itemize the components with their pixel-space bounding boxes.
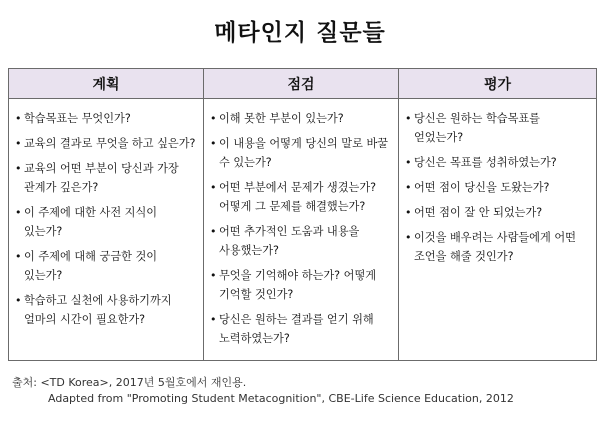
list-item <box>210 310 394 348</box>
header-planning: 계획 <box>9 69 204 98</box>
item-text: 당신은 원하는 결과를 얻기 위해 노력하였는가? <box>219 313 374 345</box>
list-item <box>15 109 199 128</box>
bullet: • <box>405 206 412 219</box>
list-item <box>405 203 592 222</box>
item-text: 학습하고 실천에 사용하기까지 얼마의 시간이 필요한가? <box>24 294 172 326</box>
list-item <box>405 109 592 147</box>
item-text: 교육의 결과로 무엇을 하고 싶은가? <box>24 137 196 150</box>
item-text: 이 주제에 대해 궁금한 것이 있는가? <box>24 250 158 282</box>
list-item <box>210 178 394 216</box>
bullet: • <box>210 137 217 150</box>
bullet: • <box>15 162 22 175</box>
list-item <box>15 247 199 285</box>
bullet: • <box>210 269 217 282</box>
source-citation: 출처: <TD Korea>, 2017년 5월호에서 재인용. <box>12 376 247 389</box>
table-header-row <box>9 69 596 99</box>
metacognition-table <box>8 68 597 361</box>
list-item <box>210 266 394 304</box>
item-text: 어떤 점이 잘 안 되었는가? <box>414 206 543 219</box>
page-title: 메타인지 질문들 <box>214 20 386 46</box>
bullet: • <box>210 225 217 238</box>
list-item <box>15 159 199 197</box>
bullet: • <box>15 112 22 125</box>
bullet: • <box>210 181 217 194</box>
list-item <box>210 222 394 260</box>
bullet: • <box>405 181 412 194</box>
item-text: 교육의 어떤 부분이 당신과 가장 관계가 깊은가? <box>24 162 179 194</box>
bullet: • <box>405 231 412 244</box>
bullet: • <box>15 137 22 150</box>
item-text: 어떤 추가적인 도움과 내용을 사용했는가? <box>219 225 360 257</box>
bullet: • <box>405 156 412 169</box>
item-text: 이것을 배우려는 사람들에게 어떤 조언을 해줄 것인가? <box>414 231 576 263</box>
header-evaluation: 평가 <box>483 76 512 93</box>
list-item <box>15 134 199 153</box>
item-text: 학습목표는 무엇인가? <box>24 112 131 125</box>
source-adapted-from: Adapted from "Promoting Student Metacognition", CBE-Life Science Education, 2012 <box>48 392 514 405</box>
table-body-row <box>9 99 596 360</box>
item-text: 무엇을 기억해야 하는가? 어떻게 기억할 것인가? <box>219 269 377 301</box>
item-text: 당신은 목표를 성취하였는가? <box>414 156 557 169</box>
bullet: • <box>210 112 217 125</box>
item-text: 이 주제에 대한 사전 지식이 있는가? <box>24 206 158 238</box>
item-text: 어떤 점이 당신을 도왔는가? <box>414 181 550 194</box>
bullet: • <box>405 112 412 125</box>
list-item <box>15 203 199 241</box>
item-text: 이 내용을 어떻게 당신의 말로 바꿀 수 있는가? <box>219 137 389 169</box>
bullet: • <box>15 250 22 263</box>
list-item <box>405 178 592 197</box>
item-text: 어떤 부분에서 문제가 생겼는가? 어떻게 그 문제를 해결했는가? <box>219 181 377 213</box>
monitoring-column <box>204 99 399 360</box>
bullet: • <box>15 206 22 219</box>
list-item <box>15 291 199 329</box>
list-item <box>405 228 592 266</box>
header-monitoring: 점검 <box>204 69 399 98</box>
bullet: • <box>210 313 217 326</box>
list-item <box>405 153 592 172</box>
list-item <box>210 109 394 128</box>
item-text: 이해 못한 부분이 있는가? <box>219 112 344 125</box>
evaluation-column <box>399 99 596 360</box>
planning-column <box>9 99 204 360</box>
list-item <box>210 134 394 172</box>
bullet: • <box>15 294 22 307</box>
item-text: 당신은 원하는 학습목표를 얻었는가? <box>414 112 540 144</box>
